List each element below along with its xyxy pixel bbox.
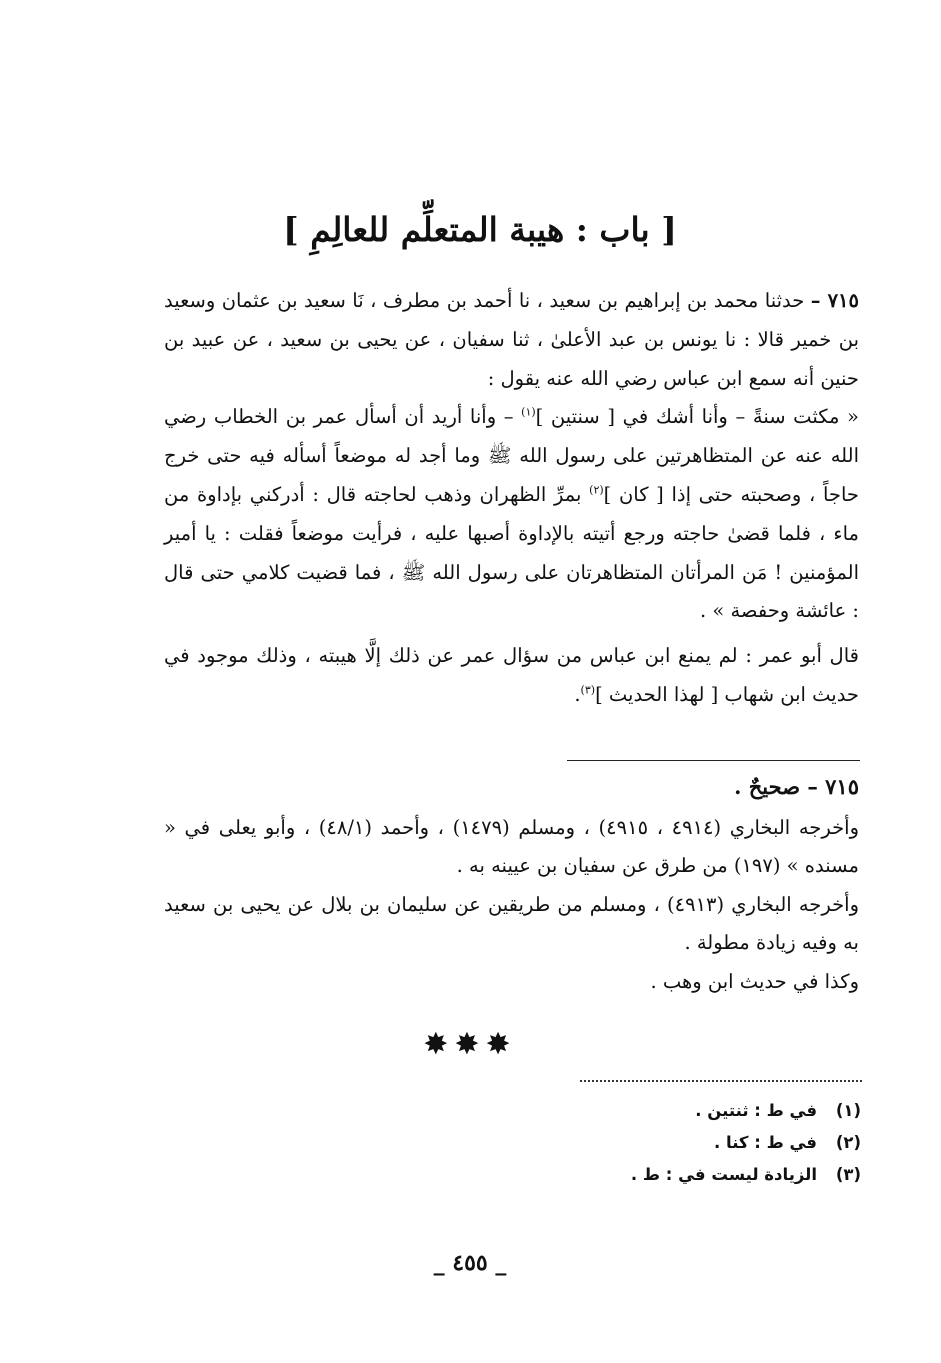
- takhrij-grade: صحيحٌ .: [734, 774, 808, 799]
- footnote-text: في ط : كنا .: [713, 1133, 817, 1152]
- takhrij-number: ٧١٥ –: [807, 774, 859, 799]
- footnotes-list: [461, 1095, 861, 1191]
- takhrij-block: [164, 768, 859, 1001]
- takhrij-paragraph-3: وكذا في حديث ابن وهب .: [650, 969, 859, 993]
- footnote-ref-2[interactable]: (٢): [589, 483, 604, 497]
- chapter-title: [ باب : هيبة المتعلِّم للعالِمِ ]: [283, 210, 677, 249]
- hadith-matn-part3: بمرِّ الظهران وذهب لحاجته قال : أدركني بإداوة من ماء ، فلما قضىٰ حاجته ورجع أتيته بالإداوة أصبها عليه ، فرأيت موضعاً فقلت : يا أمير المؤمنين ! مَن المرأتان المتظاهرتان على رسول الله ﷺ ، فما قضيت كلامي حتى قال : عائشة وحفصة » .: [164, 482, 859, 623]
- star-separator: ✸✸✸: [423, 1027, 517, 1062]
- footnote-item: [461, 1159, 861, 1191]
- hadith-matn-part1: « مكثت سنةً – وأنا أشك في [ سنتين ]: [535, 405, 859, 429]
- takhrij-paragraph-1: وأخرجه البخاري (٤٩١٤ ، ٤٩١٥) ، ومسلم (١٤٧٩) ، وأحمد (٤٨/١) ، وأبو يعلى في « مسنده » (١٩٧) من طرق عن سفيان بن عيينه به .: [164, 815, 859, 877]
- section-divider: [567, 760, 860, 761]
- author-comment-end: .: [574, 682, 581, 706]
- footnote-ref-1[interactable]: (١): [521, 405, 536, 419]
- footnote-item: [461, 1095, 861, 1127]
- author-comment: قال أبو عمر : لم يمنع ابن عباس من سؤال عمر عن ذلك إلَّا هيبته ، وذلك موجود في حديث ابن شهاب [ لهذا الحديث ]: [164, 644, 859, 706]
- footnote-number: (١): [835, 1101, 861, 1120]
- hadith-number: ٧١٥ –: [810, 289, 859, 312]
- footnote-text: في ط : ثنتين .: [695, 1101, 817, 1120]
- takhrij-heading: [164, 768, 859, 807]
- hadith-matn-paragraph: [164, 398, 859, 631]
- hadith-isnad: حدثنا محمد بن إبراهيم بن سعيد ، نا أحمد بن مطرف ، نَا سعيد بن عثمان وسعيد بن خمير قالا : نا يونس بن عبد الأعلىٰ ، ثنا سفيان ، عن يحيى بن سعيد ، عن عبيد بن حنين أنه سمع ابن عباس رضي الله عنه يقول :: [164, 289, 859, 390]
- hadith-block: [164, 282, 859, 715]
- footnote-divider: [580, 1080, 862, 1082]
- author-comment-paragraph: [164, 637, 859, 715]
- takhrij-paragraph-2: وأخرجه البخاري (٤٩١٣) ، ومسلم من طريقين عن سليمان بن بلال عن يحيى بن سعيد به وفيه زيادة مطولة .: [164, 892, 859, 954]
- footnote-item: [461, 1127, 861, 1159]
- footnote-number: (٣): [835, 1165, 861, 1184]
- footnote-ref-3[interactable]: (٣): [580, 683, 596, 697]
- footnote-text: الزيادة ليست في : ط .: [630, 1165, 817, 1184]
- hadith-matn-part2: – وأنا أريد أن أسأل عمر بن الخطاب رضي الله عنه عن المتظاهرتين على رسول الله ﷺ وما أجد له موضعاً أسأله فيه حتى خرج حاجاً ، وصحبته حتى إذا [ كان ]: [164, 405, 859, 506]
- hadith-isnad-paragraph: [164, 282, 859, 398]
- footnote-number: (٢): [835, 1133, 861, 1152]
- page-number: _ ٤٥٥ _: [433, 1250, 507, 1276]
